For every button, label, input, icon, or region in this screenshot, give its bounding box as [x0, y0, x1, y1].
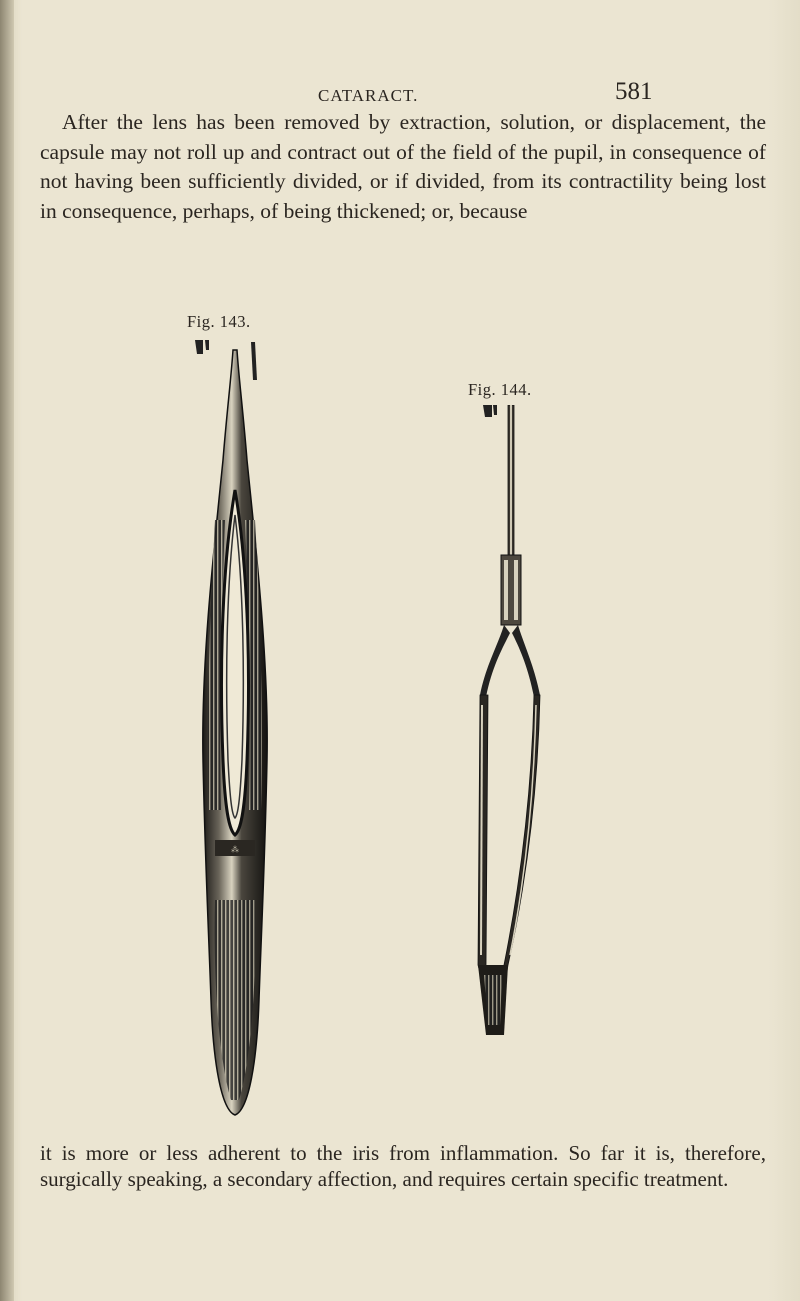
- svg-text:⁂: ⁂: [231, 845, 239, 854]
- spine-shadow: [0, 0, 14, 1301]
- figure-143-caption: Fig. 143.: [187, 312, 251, 331]
- page-number: 581: [615, 78, 653, 105]
- running-head: CATARACT.: [318, 86, 419, 105]
- fine-forceps-illustration-icon: [468, 405, 548, 1035]
- forceps-illustration-icon: [185, 340, 285, 1120]
- page-header: [0, 78, 800, 112]
- paragraph-bottom: it is more or less adherent to the iris from inflammation. So far it is, therefore, surgically speaking, a secondary affection, and requires certain specific treatment.: [40, 1141, 766, 1191]
- figure-144-caption: Fig. 144.: [468, 380, 532, 399]
- paragraph-top: After the lens has been removed by extraction, solution, or displacement, the capsule may not roll up and contract out of the field of the pupil, in consequence of not having been sufficiently divided, or if divided, from its contractility being lost in consequence, perhaps, of being thickened; or, because: [40, 110, 766, 223]
